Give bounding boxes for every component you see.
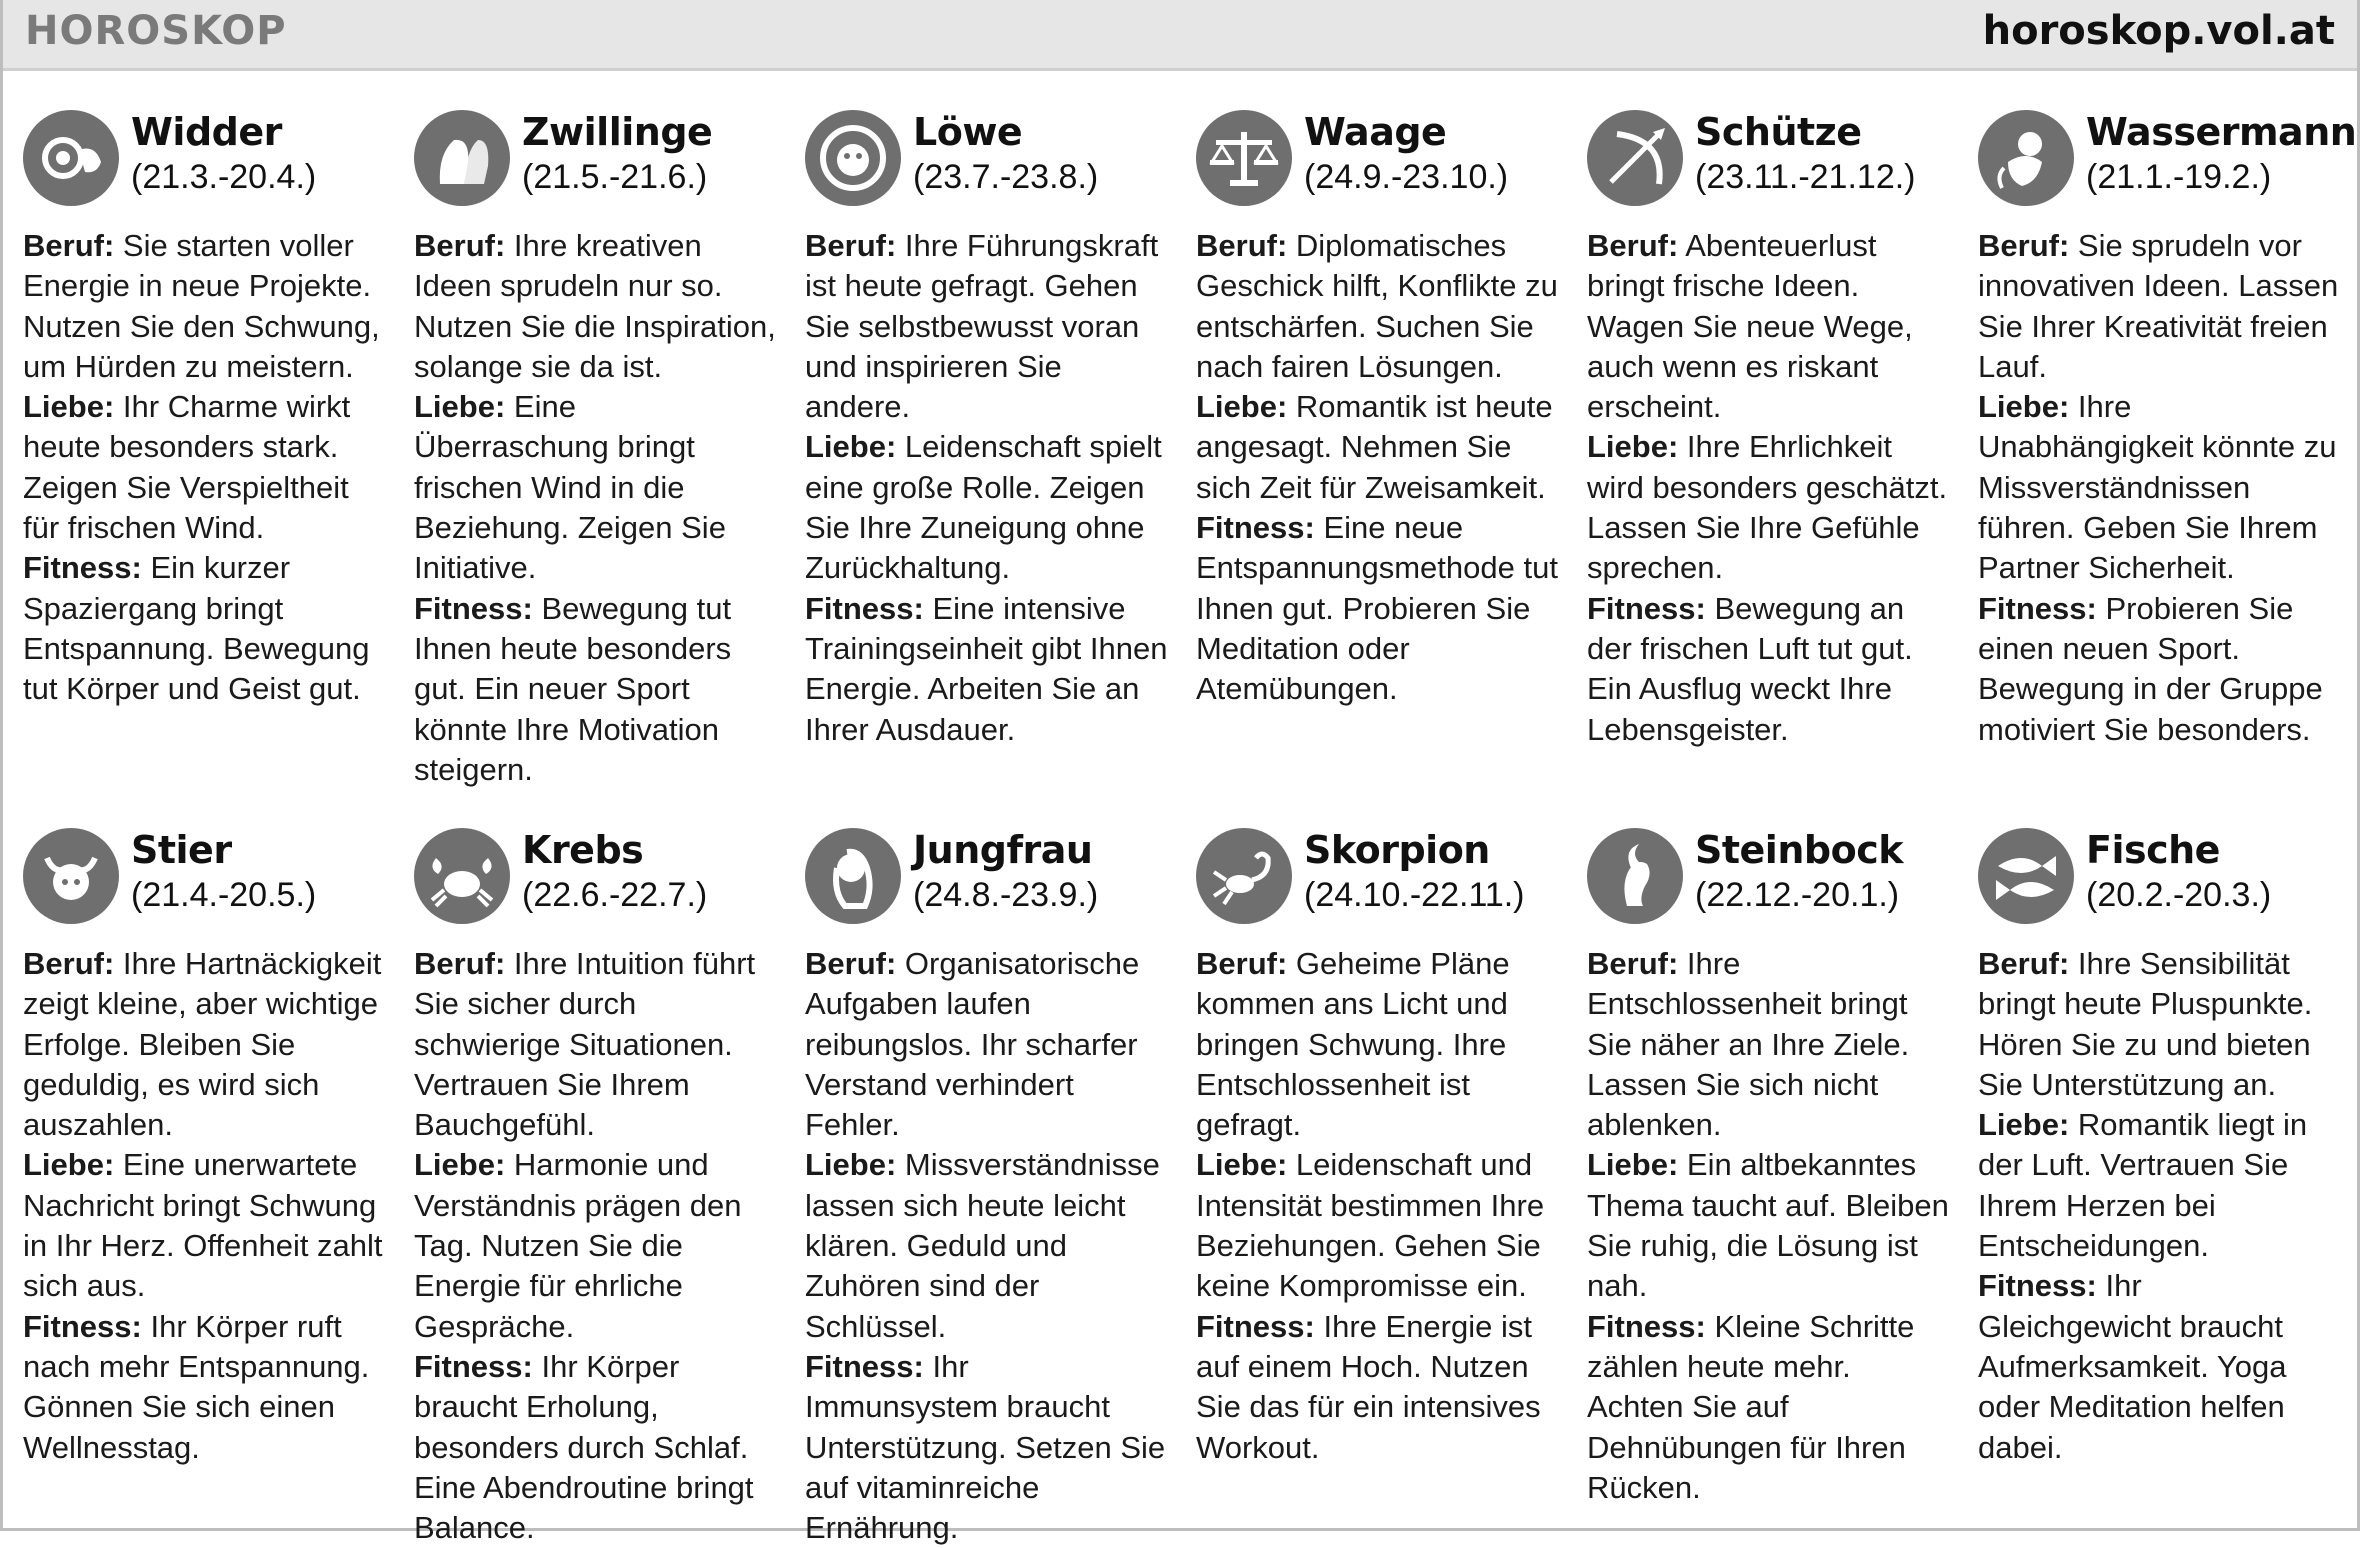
zodiac-card-widder — [23, 110, 388, 710]
liebe-text: Ihre Ehrlichkeit wird besonders geschätzt. Lassen Sie Ihre Gefühle sprechen. — [1587, 429, 1948, 586]
zodiac-card-skorpion — [1196, 828, 1561, 1468]
fitness-text: Kleine Schritte zählen heute mehr. Achten Sie auf Dehnübungen für Ihren Rücken. — [1587, 1308, 1915, 1505]
beruf-text: Geheime Pläne kommen ans Licht und bringen Schwung. Ihre Entschlossenheit ist gefragt. — [1196, 946, 1510, 1143]
fitness-label: Fitness: — [1587, 1308, 1706, 1344]
beruf-label: Beruf: — [23, 228, 115, 263]
zodiac-card-steinbock — [1587, 828, 1952, 1508]
zodiac-card-fische — [1978, 828, 2343, 1468]
beruf-text: Ihre Intuition führt Sie sicher durch schwierige Situationen. Vertrauen Sie Ihrem Bauchgefühl. — [414, 946, 756, 1143]
liebe-text: Eine unerwartete Nachricht bringt Schwung in Ihr Herz. Offenheit zahlt sich aus. — [23, 1147, 383, 1304]
zodiac-sign-name: Jungfrau — [913, 828, 1093, 872]
cancer-crab-icon — [414, 828, 510, 924]
zodiac-card-header — [805, 110, 1170, 214]
zodiac-card-text — [805, 944, 1170, 1548]
fitness-text: Eine neue Entspannungsmethode tut Ihnen gut. Probieren Sie Meditation oder Atemübungen. — [1196, 510, 1558, 707]
zodiac-card-text — [1978, 226, 2343, 750]
zodiac-sign-name: Waage — [1304, 110, 1447, 154]
leo-lion-icon — [805, 110, 901, 206]
fitness-label: Fitness: — [1978, 590, 2097, 626]
beruf-text: Abenteuerlust bringt frische Ideen. Wagen Sie neue Wege, auch wenn es riskant erscheint. — [1587, 228, 1913, 425]
beruf-label: Beruf: — [805, 228, 897, 263]
beruf-text: Organisatorische Aufgaben laufen reibungslos. Ihr scharfer Verstand verhindert Fehler. — [805, 946, 1140, 1143]
aries-ram-icon — [23, 110, 119, 206]
beruf-text: Ihre Sensibilität bringt heute Pluspunkte. Hören Sie zu und bieten Sie Unterstützung an. — [1978, 946, 2313, 1102]
zodiac-card-jungfrau — [805, 828, 1170, 1548]
liebe-text: Missverständnisse lassen sich heute leicht klären. Geduld und Zuhören sind der Schlüssel. — [805, 1147, 1160, 1344]
zodiac-date-range: (21.1.-19.2.) — [2086, 158, 2272, 196]
liebe-label: Liebe: — [23, 1147, 115, 1183]
libra-scales-icon — [1196, 110, 1292, 206]
liebe-text: Romantik ist heute angesagt. Nehmen Sie sich Zeit für Zweisamkeit. — [1196, 389, 1553, 505]
zodiac-card-text — [414, 944, 779, 1548]
zodiac-date-range: (23.11.-21.12.) — [1695, 158, 1916, 196]
zodiac-card-zwillinge — [414, 110, 779, 790]
zodiac-sign-name: Zwillinge — [522, 110, 713, 154]
fitness-text: Bewegung tut Ihnen heute besonders gut. Ein neuer Sport könnte Ihre Motivation steigern. — [414, 590, 732, 787]
zodiac-card-text — [1978, 944, 2343, 1468]
zodiac-date-range: (24.9.-23.10.) — [1304, 158, 1509, 196]
zodiac-card-header — [1978, 828, 2343, 932]
beruf-text: Ihre Führungskraft ist heute gefragt. Gehen Sie selbstbewusst voran und inspirieren Sie andere. — [805, 228, 1159, 425]
gemini-twins-icon — [414, 110, 510, 206]
capricorn-goat-icon — [1587, 828, 1683, 924]
liebe-label: Liebe: — [1196, 389, 1288, 425]
beruf-text: Sie starten voller Energie in neue Projekte. Nutzen Sie den Schwung, um Hürden zu meistern. — [23, 228, 380, 384]
liebe-text: Leidenschaft und Intensität bestimmen Ihre Beziehungen. Gehen Sie keine Kompromisse ein. — [1196, 1147, 1545, 1304]
zodiac-date-range: (20.2.-20.3.) — [2086, 876, 2272, 914]
beruf-text: Ihre Hartnäckigkeit zeigt kleine, aber wichtige Erfolge. Bleiben Sie geduldig, es wird sich auszahlen. — [23, 946, 382, 1143]
fitness-text: Bewegung an der frischen Luft tut gut. Ein Ausflug weckt Ihre Lebensgeister. — [1587, 590, 1913, 747]
beruf-label: Beruf: — [1978, 946, 2070, 981]
zodiac-sign-name: Fische — [2086, 828, 2220, 872]
liebe-label: Liebe: — [1587, 429, 1679, 465]
zodiac-sign-name: Wassermann — [2086, 110, 2357, 154]
beruf-label: Beruf: — [805, 946, 897, 981]
zodiac-card-header — [1196, 828, 1561, 932]
liebe-label: Liebe: — [805, 429, 897, 465]
zodiac-card-text — [23, 226, 388, 710]
liebe-text: Harmonie und Verständnis prägen den Tag. Nutzen Sie die Energie für ehrliche Gespräche. — [414, 1147, 742, 1344]
zodiac-card-stier — [23, 828, 388, 1468]
fitness-label: Fitness: — [805, 590, 924, 626]
zodiac-card-header — [1978, 110, 2357, 214]
fitness-text: Ein kurzer Spaziergang bringt Entspannung. Bewegung tut Körper und Geist gut. — [23, 550, 370, 707]
virgo-maiden-icon — [805, 828, 901, 924]
zodiac-sign-name: Steinbock — [1695, 828, 1903, 872]
fitness-label: Fitness: — [805, 1348, 924, 1384]
beruf-text: Sie sprudeln vor innovativen Ideen. Lassen Sie Ihrer Kreativität freien Lauf. — [1978, 228, 2339, 384]
zodiac-card-krebs — [414, 828, 779, 1548]
zodiac-date-range: (22.6.-22.7.) — [522, 876, 708, 914]
zodiac-sign-name: Krebs — [522, 828, 644, 872]
fitness-label: Fitness: — [1196, 510, 1315, 546]
zodiac-date-range: (22.12.-20.1.) — [1695, 876, 1900, 914]
fitness-text: Eine intensive Trainingseinheit gibt Ihnen Energie. Arbeiten Sie an Ihrer Ausdauer. — [805, 590, 1168, 747]
fitness-label: Fitness: — [1196, 1308, 1315, 1344]
liebe-label: Liebe: — [414, 389, 506, 425]
liebe-label: Liebe: — [1587, 1147, 1679, 1183]
zodiac-card-header — [23, 110, 388, 214]
beruf-label: Beruf: — [1978, 228, 2070, 263]
fitness-text: Ihre Energie ist auf einem Hoch. Nutzen Sie das für ein intensives Workout. — [1196, 1308, 1541, 1465]
aquarius-water-bearer-icon — [1978, 110, 2074, 206]
zodiac-card-text — [1196, 944, 1561, 1468]
zodiac-card-text — [1196, 226, 1561, 710]
zodiac-date-range: (21.3.-20.4.) — [131, 158, 317, 196]
liebe-label: Liebe: — [1196, 1147, 1288, 1183]
header-bar — [3, 0, 2357, 71]
sagittarius-bow-icon — [1587, 110, 1683, 206]
zodiac-card-text — [23, 944, 388, 1468]
liebe-text: Eine Überraschung bringt frischen Wind in die Beziehung. Zeigen Sie Initiative. — [414, 389, 726, 586]
page-title: HOROSKOP — [25, 8, 287, 54]
zodiac-sign-name: Skorpion — [1304, 828, 1490, 872]
beruf-text: Ihre Entschlossenheit bringt Sie näher an Ihre Ziele. Lassen Sie sich nicht ablenken. — [1587, 946, 1910, 1143]
zodiac-card-header — [805, 828, 1170, 932]
fitness-text: Ihr Immunsystem braucht Unterstützung. Setzen Sie auf vitaminreiche Ernährung. — [805, 1348, 1166, 1546]
fitness-text: Ihr Gleichgewicht braucht Aufmerksamkeit. Yoga oder Meditation helfen dabei. — [1978, 1268, 2287, 1465]
zodiac-sign-name: Widder — [131, 110, 282, 154]
beruf-text: Diplomatisches Geschick hilft, Konflikte zu entschärfen. Suchen Sie nach fairen Lösungen. — [1196, 228, 1558, 384]
beruf-label: Beruf: — [1587, 228, 1679, 263]
zodiac-card-wassermann — [1978, 110, 2357, 750]
fitness-label: Fitness: — [1587, 590, 1706, 626]
liebe-text: Ihr Charme wirkt heute besonders stark. Zeigen Sie Verspieltheit für frischen Wind. — [23, 389, 351, 546]
fitness-label: Fitness: — [23, 1308, 142, 1344]
zodiac-card-löwe — [805, 110, 1170, 750]
zodiac-date-range: (21.4.-20.5.) — [131, 876, 317, 914]
zodiac-card-header — [1196, 110, 1561, 214]
beruf-label: Beruf: — [414, 228, 506, 263]
zodiac-card-header — [414, 828, 779, 932]
liebe-label: Liebe: — [414, 1147, 506, 1183]
beruf-label: Beruf: — [1196, 946, 1288, 981]
liebe-text: Ihre Unabhängigkeit könnte zu Missverständnissen führen. Geben Sie Ihrem Partner Sicherheit. — [1978, 389, 2337, 586]
beruf-text: Ihre kreativen Ideen sprudeln nur so. Nutzen Sie die Inspiration, solange sie da ist. — [414, 228, 776, 384]
zodiac-sign-name: Schütze — [1695, 110, 1862, 154]
beruf-label: Beruf: — [23, 946, 115, 981]
zodiac-date-range: (21.5.-21.6.) — [522, 158, 708, 196]
zodiac-date-range: (24.10.-22.11.) — [1304, 876, 1525, 914]
fitness-label: Fitness: — [1978, 1268, 2097, 1304]
beruf-label: Beruf: — [1196, 228, 1288, 263]
zodiac-sign-name: Löwe — [913, 110, 1023, 154]
fitness-text: Probieren Sie einen neuen Sport. Bewegung in der Gruppe motiviert Sie besonders. — [1978, 590, 2323, 747]
fitness-label: Fitness: — [414, 1348, 533, 1384]
zodiac-date-range: (23.7.-23.8.) — [913, 158, 1099, 196]
zodiac-card-header — [1587, 110, 1952, 214]
liebe-label: Liebe: — [1978, 389, 2070, 425]
liebe-label: Liebe: — [23, 389, 115, 425]
zodiac-card-text — [1587, 226, 1952, 750]
liebe-text: Leidenschaft spielt eine große Rolle. Zeigen Sie Ihre Zuneigung ohne Zurückhaltung. — [805, 429, 1162, 586]
taurus-bull-icon — [23, 828, 119, 924]
zodiac-sign-name: Stier — [131, 828, 232, 872]
pisces-fish-icon — [1978, 828, 2074, 924]
zodiac-card-text — [1587, 944, 1952, 1508]
fitness-text: Ihr Körper ruft nach mehr Entspannung. Gönnen Sie sich einen Wellnesstag. — [23, 1308, 370, 1465]
zodiac-card-header — [23, 828, 388, 932]
fitness-label: Fitness: — [414, 590, 533, 626]
fitness-text: Ihr Körper braucht Erholung, besonders durch Schlaf. Eine Abendroutine bringt Balance. — [414, 1348, 754, 1546]
liebe-text: Ein altbekanntes Thema taucht auf. Bleiben Sie ruhig, die Lösung ist nah. — [1587, 1147, 1949, 1304]
liebe-label: Liebe: — [1978, 1107, 2070, 1143]
fitness-label: Fitness: — [23, 550, 142, 586]
zodiac-card-header — [1587, 828, 1952, 932]
zodiac-card-waage — [1196, 110, 1561, 710]
zodiac-card-text — [414, 226, 779, 790]
zodiac-card-schütze — [1587, 110, 1952, 750]
beruf-label: Beruf: — [414, 946, 506, 981]
zodiac-date-range: (24.8.-23.9.) — [913, 876, 1099, 914]
beruf-label: Beruf: — [1587, 946, 1679, 981]
zodiac-card-text — [805, 226, 1170, 750]
scorpio-scorpion-icon — [1196, 828, 1292, 924]
zodiac-card-header — [414, 110, 779, 214]
site-link[interactable]: horoskop.vol.at — [1982, 8, 2335, 54]
liebe-text: Romantik liegt in der Luft. Vertrauen Sie Ihrem Herzen bei Entscheidungen. — [1978, 1107, 2308, 1264]
liebe-label: Liebe: — [805, 1147, 897, 1183]
